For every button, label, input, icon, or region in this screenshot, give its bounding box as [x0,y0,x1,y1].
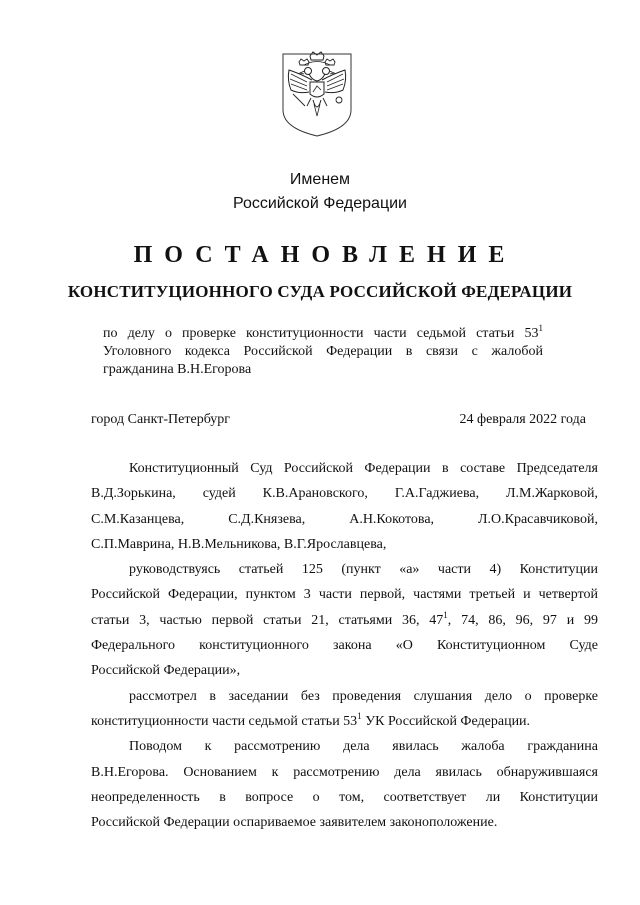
case-subject [103,325,543,379]
body-line: С.П.Маврина, Н.В.Мельникова, В.Г.Ярославцева, [91,536,387,552]
body-line: Российской Федерации, пунктом 3 части первой, частями третьей и четвертой [91,587,598,603]
body-line: Российской Федерации», [91,663,241,679]
document-body [91,460,598,839]
body-line: рассмотрел в заседании без проведения слушания дело о проверке [129,688,598,704]
body-line: В.Н.Егорова. Основанием к рассмотрению дела явилась обнаружившаяся [91,764,598,780]
in-the-name-of: Именем [289,171,351,188]
body-line: Конституционный Суд Российской Федерации в составе Председателя [129,461,598,476]
case-subject-line: по делу о проверке конституционности части седьмой статьи $53^1$ [103,323,543,341]
body-line: статьи 3, частью первой статьи 21, статьями 36, $47^1$, 74, 86, 96, 97 и 99 [91,609,598,628]
body-line: конституционности части седьмой статьи $53^1$ УК Российской Федерации. [91,710,531,729]
city: город Санкт-Петербург [91,412,231,427]
decision-date: 24 февраля 2022 года [459,412,586,427]
body-line: Федерального конституционного закона «О Конституционном Суде [91,638,598,654]
court-name: КОНСТИТУЦИОННОГО СУДА РОССИЙСКОЙ ФЕДЕРАЦИИ [67,282,573,301]
case-subject-line: гражданина В.Н.Егорова [103,362,252,377]
body-line: руководствуясь статьей 125 (пункт «а» части 4) Конституции [129,562,598,578]
body-line: Поводом к рассмотрению дела явилась жалоба гражданина [129,739,598,755]
russian-coat-of-arms-icon [279,50,355,138]
case-subject-line: Уголовного кодекса Российской Федерации в связи с жалобой [103,344,543,359]
body-line: С.М.Казанцева, С.Д.Князева, А.Н.Кокотова, Л.О.Красавчиковой, [91,511,598,527]
body-line: неопределенность в вопросе о том, соответствует ли Конституции [91,789,598,805]
document-title: ПОСТАНОВЛЕНИЕ [133,242,517,268]
body-line: Российской Федерации оспариваемое заявителем законоположение. [91,815,498,831]
russian-federation-line: Российской Федерации [233,195,407,212]
body-line: В.Д.Зорькина, судей К.В.Арановского, Г.А.Гаджиева, Л.М.Жарковой, [91,486,598,502]
